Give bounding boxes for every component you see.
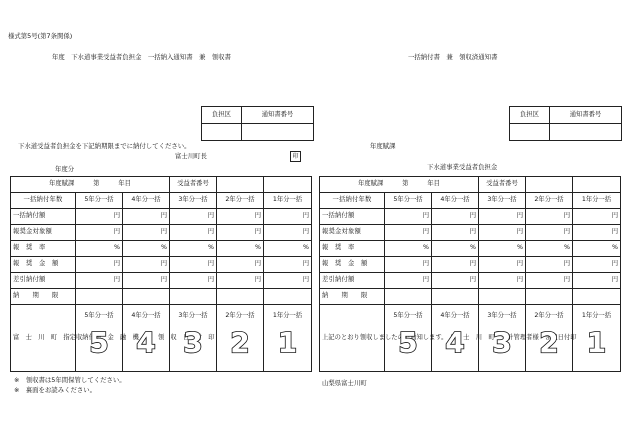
digit-cell: 5年分一括 5 (385, 305, 432, 372)
col-3yr: 3年分一括 (170, 193, 217, 209)
notice-number-value (242, 124, 314, 141)
years-label: 一括納付年数 (11, 193, 76, 209)
row-label: 報 奨 金 額 (320, 257, 385, 273)
digit-2: 2 (230, 326, 250, 360)
col-3yr: 3年分一括 (479, 193, 526, 209)
row-label: 差引納付額 (320, 273, 385, 289)
row-label: 報 奨 率 (320, 241, 385, 257)
deadline-label: 納 期 限 (11, 289, 76, 305)
col-2yr: 2年分一括 (217, 193, 264, 209)
deadline-label: 納 期 限 (320, 289, 385, 305)
row-label: 一括納付額 (11, 209, 76, 225)
digit-cell: 5年分一括 5 (76, 305, 123, 372)
digit-cell: 3年分一括 3 (170, 305, 217, 372)
digit-3: 3 (492, 326, 512, 360)
receipt-stamp-area: 富 士 川 町 指定収納代理 金 融 機 関 領 収 日 付 印 (11, 305, 76, 372)
col-5yr: 5年分一括 (385, 193, 432, 209)
digit-5: 5 (398, 326, 418, 360)
digit-cell: 3年分一括 3 (479, 305, 526, 372)
left-number-box (201, 106, 314, 141)
year-header: 年度賦課 第 年目 (320, 177, 479, 193)
row-label: 報 奨 金 額 (11, 257, 76, 273)
digit-4: 4 (136, 326, 156, 360)
footer-town: 山梨県富士川町 (322, 379, 367, 387)
digit-cell: 2年分一括 2 (526, 305, 573, 372)
right-subtitle: 下水道事業受益者負担金 (427, 163, 498, 171)
notice-number-label: 通知書番号 (550, 107, 622, 124)
right-number-box (509, 106, 622, 141)
col-1yr: 1年分一括 (573, 193, 621, 209)
right-year-label: 年度賦課 (370, 142, 396, 150)
notice-text: 下水道受益者負担金を下記納期限までに納付してください。 (18, 142, 191, 150)
payer-number-header: 受益者番号 (170, 177, 217, 193)
notice-number-value (550, 124, 622, 141)
col-5yr: 5年分一括 (76, 193, 123, 209)
row-label: 報奨金対象額 (11, 225, 76, 241)
receipt-notice-area: 上記のとおり領収しましたので通知します。 富 士 川 町 会計管理者様 領収日付印 (320, 305, 385, 372)
note-read-back: ※ 裏面をお読みください。 (14, 386, 97, 394)
digit-2: 2 (539, 326, 559, 360)
left-form-title: 年度 下水道事業受益者負担金 一括納入通知書 兼 領収書 (52, 53, 231, 61)
digit-1: 1 (586, 326, 607, 360)
col-2yr: 2年分一括 (526, 193, 573, 209)
burden-area-label: 負担区 (510, 107, 550, 124)
mayor-name: 富士川町長 (175, 152, 207, 160)
digit-cell: 4年分一括 4 (432, 305, 479, 372)
right-form-title: 一括納付書 兼 領収済通知書 (408, 53, 498, 61)
seal-mark: 印 (290, 151, 301, 162)
digit-cell: 2年分一括 2 (217, 305, 264, 372)
year-header: 年度賦課 第 年目 (11, 177, 170, 193)
payer-number-header: 受益者番号 (479, 177, 526, 193)
digit-cell: 1年分一括 1 (264, 305, 312, 372)
row-label: 差引納付額 (11, 273, 76, 289)
digit-cell: 1年分一括 1 (573, 305, 621, 372)
digit-1: 1 (277, 326, 298, 360)
row-label: 一括納付額 (320, 209, 385, 225)
notice-number-label: 通知書番号 (242, 107, 314, 124)
col-1yr: 1年分一括 (264, 193, 312, 209)
burden-area-label: 負担区 (202, 107, 242, 124)
row-label: 報 奨 率 (11, 241, 76, 257)
burden-area-value (510, 124, 550, 141)
digit-cell: 4年分一括 4 (123, 305, 170, 372)
note-keep-receipt: ※ 領収書は5年間保管してください。 (14, 376, 126, 384)
digit-3: 3 (183, 326, 203, 360)
form-number: 様式第5号(第7条関係) (8, 32, 73, 40)
right-payment-table: 年度賦課 第 年目 受益者番号 一括納付年数 5年分一括 4年分一括 3年分一括 2年分一括 1年分一括 一括納付額 円 円 円 円 円 報奨金対象額 円 円 円 円 円 報 奨 率 % % % % % 報 奨 金 額 円 円 円 円 円 差引納付額 円 円 円 円 円 納 期 限 上記のとおり領収しましたので通知します。 富 士 川 町 会計管理者様 領収日付印 5年分一括 5 4年分一括 4 3年分一括 3 2年分一括 2 1年分一括 1 (319, 176, 621, 372)
col-4yr: 4年分一括 (432, 193, 479, 209)
col-4yr: 4年分一括 (123, 193, 170, 209)
row-label: 報奨金対象額 (320, 225, 385, 241)
burden-area-value (202, 124, 242, 141)
years-label: 一括納付年数 (320, 193, 385, 209)
digit-4: 4 (445, 326, 465, 360)
left-year-label: 年度分 (55, 165, 75, 173)
digit-5: 5 (89, 326, 109, 360)
left-payment-table: 年度賦課 第 年目 受益者番号 一括納付年数 5年分一括 4年分一括 3年分一括 2年分一括 1年分一括 一括納付額 円 円 円 円 円 報奨金対象額 円 円 円 円 円 報 奨 率 % % % % % 報 奨 金 額 円 円 円 円 円 差引納付額 円 円 円 円 円 納 期 限 富 士 川 町 指定収納代理 金 融 機 関 領 収 日 付 印 5年分一括 5 4年分一括 4 3年分一括 3 2年分一括 2 1年分一括 1 (10, 176, 312, 372)
